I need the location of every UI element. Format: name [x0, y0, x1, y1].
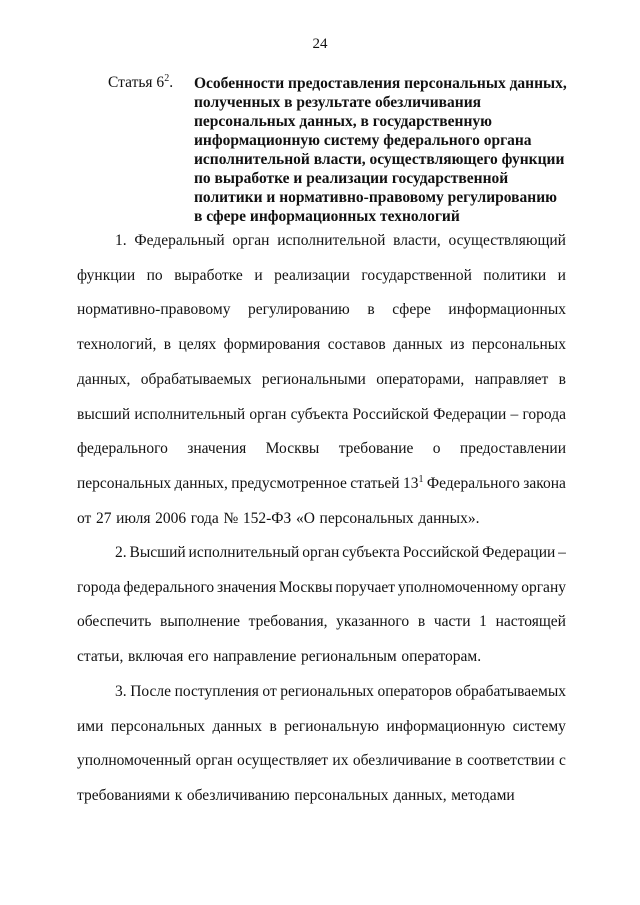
word: от	[262, 683, 277, 700]
word: из	[450, 336, 465, 354]
article-label-suffix: .	[169, 74, 174, 91]
word: орган	[195, 752, 233, 770]
word: по	[146, 266, 163, 284]
word: федерального	[77, 440, 168, 458]
word: поступления	[174, 683, 259, 700]
word: данных,	[174, 474, 228, 492]
word: предусмотренное	[231, 474, 347, 492]
word: –	[510, 405, 519, 423]
word: настоящей	[495, 613, 566, 631]
article-label-superscript: 2	[164, 72, 170, 84]
word: требования,	[248, 613, 328, 631]
word: региональную	[284, 717, 379, 735]
word: высший	[77, 405, 131, 423]
word: обезличиванию	[186, 787, 290, 805]
word: систему	[512, 717, 566, 735]
word: значения	[217, 578, 277, 596]
paragraph-line	[77, 648, 566, 668]
word: исполнительный	[134, 405, 246, 423]
word: 1.	[115, 232, 127, 249]
word: статьей	[350, 474, 400, 492]
word: уполномоченный	[77, 752, 192, 770]
word: данных	[212, 717, 262, 735]
word: федерального	[123, 578, 215, 596]
word: операторами,	[376, 370, 465, 388]
word: технологий,	[77, 336, 157, 354]
word: №	[223, 509, 239, 527]
paragraph-line	[77, 752, 566, 772]
word: $13^1$	[402, 473, 424, 492]
paragraph-line	[77, 371, 566, 391]
word: субъекта	[342, 544, 400, 561]
word: После	[130, 683, 172, 700]
article-title	[194, 74, 567, 226]
paragraph-line	[77, 579, 566, 599]
word: части	[433, 613, 471, 631]
word: составов	[327, 336, 386, 354]
word: закона	[523, 474, 566, 492]
word: Федерального	[426, 474, 520, 492]
word: от	[77, 509, 92, 527]
word: 3.	[115, 683, 127, 700]
paragraph-line	[115, 544, 566, 564]
word: о	[432, 440, 441, 458]
word: данных,	[393, 787, 447, 805]
word: региональными	[261, 370, 366, 388]
article-title-line: исполнительной власти, осуществляющего функции	[194, 151, 565, 168]
word: персональных	[471, 336, 566, 354]
word: данных».	[418, 509, 480, 527]
word: Федерации	[433, 405, 507, 423]
word: города	[77, 578, 121, 596]
word: операторам.	[401, 648, 482, 666]
article-heading	[108, 74, 578, 226]
article-title-line: полученных в результате обезличивания	[194, 94, 482, 111]
word: Российской	[402, 544, 480, 561]
word: указанного	[336, 613, 410, 631]
word: его	[188, 648, 209, 666]
word: Российской	[352, 405, 429, 423]
word: ими	[77, 717, 104, 735]
word: требование	[338, 440, 414, 458]
word: персональных	[77, 474, 172, 492]
word: формирования	[223, 336, 321, 354]
word: и	[557, 266, 566, 284]
article-title-line: политики и нормативно-правовому регулированию	[194, 189, 557, 206]
word: региональным	[301, 648, 397, 666]
article-label	[108, 74, 194, 92]
word: реализации	[274, 266, 350, 284]
word: власти,	[393, 232, 441, 249]
word: обеспечить	[77, 613, 152, 631]
word: целях	[178, 336, 217, 354]
word: данных	[393, 336, 443, 354]
word: в	[367, 301, 375, 319]
word: осуществляющий	[448, 232, 566, 249]
word: –	[558, 544, 566, 561]
word: 27	[95, 509, 112, 527]
word: к	[174, 787, 183, 805]
paragraph-line	[77, 336, 566, 356]
word: персональных	[319, 509, 414, 527]
word: «О	[295, 509, 315, 527]
article-title-line: информационную систему федерального органа	[194, 132, 532, 149]
word: исполнительной	[277, 232, 386, 249]
word: политики	[483, 266, 547, 284]
word: требованиями	[77, 787, 171, 805]
paragraph-line	[77, 510, 566, 530]
word: в	[163, 336, 172, 354]
word: предоставлении	[459, 440, 566, 458]
article-label-text: Статья 6	[108, 74, 165, 91]
word: орган	[302, 544, 340, 561]
paragraph-line	[77, 406, 566, 426]
word: значения	[187, 440, 247, 458]
word: Москвы	[265, 440, 320, 458]
word: статьи,	[77, 648, 124, 666]
word: Федеральный	[134, 232, 225, 249]
word: методами	[451, 787, 515, 805]
word: 2006	[155, 509, 187, 527]
word: функции	[77, 266, 136, 284]
word: органу	[521, 578, 566, 596]
paragraph-line	[77, 475, 566, 495]
word: Высший	[129, 544, 186, 561]
word: региональных	[280, 683, 374, 700]
word: выполнение	[160, 613, 240, 631]
word: обезличивание	[352, 752, 452, 770]
word: 2.	[115, 544, 127, 561]
word: обрабатываемых	[140, 370, 252, 388]
word: июля	[116, 509, 151, 527]
word: информационную	[386, 717, 506, 735]
word: в	[455, 752, 463, 770]
word: в	[558, 370, 566, 388]
word: их	[332, 752, 349, 770]
word: соответствии	[467, 752, 555, 770]
word: данных,	[77, 370, 131, 388]
word: города	[522, 405, 566, 423]
word: Москвы	[278, 578, 333, 596]
word: сфере	[392, 301, 431, 319]
word: государственной	[361, 266, 472, 284]
paragraph-line	[77, 613, 566, 633]
word: Федерации	[482, 544, 556, 561]
word: исполнительный	[188, 544, 300, 561]
paragraph-line	[77, 267, 566, 287]
word: поручает	[335, 578, 396, 596]
word: осуществляет	[236, 752, 329, 770]
word: с	[559, 752, 566, 770]
word: регулированию	[248, 301, 350, 319]
word: направляет	[474, 370, 549, 388]
page-number: 24	[312, 36, 328, 52]
word: и	[254, 266, 263, 284]
word: орган	[232, 232, 270, 249]
article-title-line: Особенности предоставления персональных данных,	[194, 75, 567, 92]
word: персональных	[110, 717, 205, 735]
word: 152-ФЗ	[242, 509, 292, 527]
article-title-line: персональных данных, в государственную	[194, 113, 492, 130]
paragraph-line	[77, 301, 566, 321]
word: субъекта	[290, 405, 349, 423]
word: персональных	[294, 787, 389, 805]
word: орган	[249, 405, 287, 423]
word: информационных	[448, 301, 566, 319]
paragraph-line	[77, 787, 566, 807]
word: в	[417, 613, 426, 631]
paragraph-line	[115, 232, 566, 252]
word: в	[269, 717, 277, 735]
word: обрабатываемых	[455, 683, 566, 700]
word: операторов	[377, 683, 452, 700]
word: выработке	[174, 266, 243, 284]
word: направление	[213, 648, 297, 666]
paragraph-line	[77, 718, 566, 738]
word: включая	[127, 648, 184, 666]
article-title-line: в сфере информационных технологий	[194, 208, 460, 225]
paragraph-line	[77, 440, 566, 460]
word: нормативно-правовому	[77, 301, 231, 319]
word: 1	[479, 613, 487, 631]
word: уполномоченному	[397, 578, 519, 596]
article-title-line: по выработке и реализации государственной	[194, 170, 509, 187]
word: года	[190, 509, 219, 527]
paragraph-line	[115, 683, 566, 703]
